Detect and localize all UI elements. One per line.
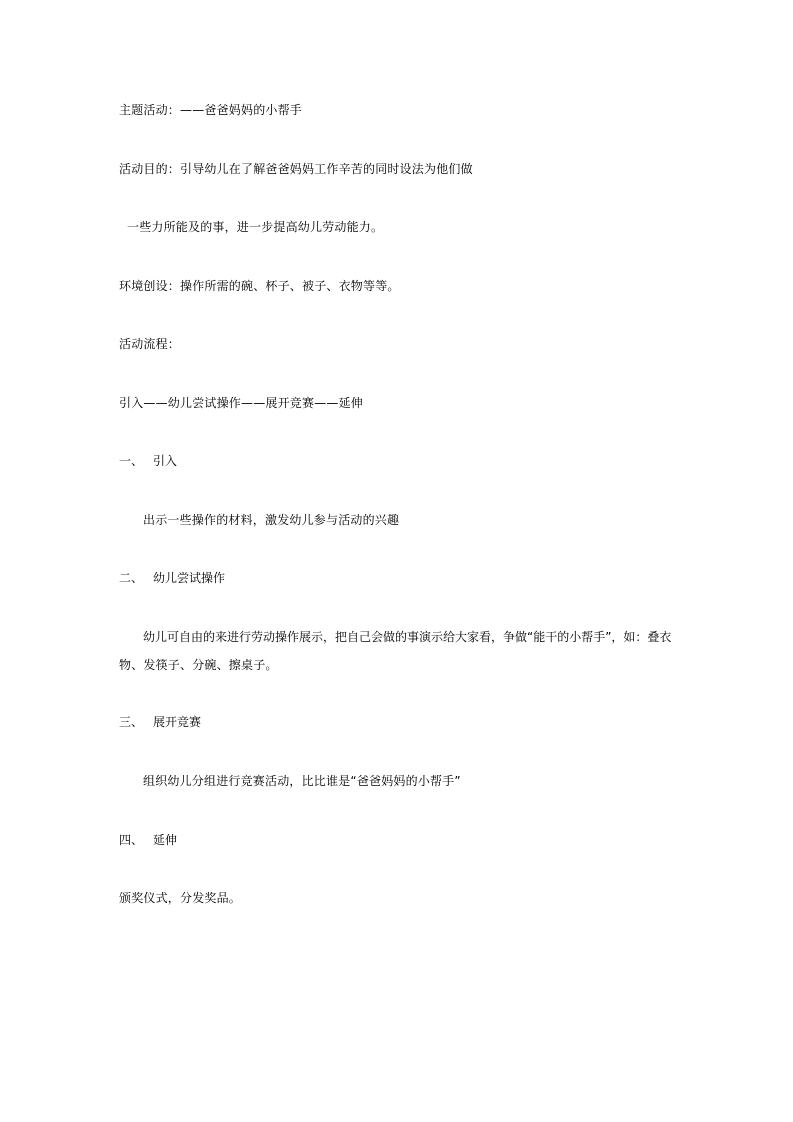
section-body-line: 物、发筷子、分碗、擦桌子。 [119, 658, 278, 672]
section-body-line: 组织幼儿分组进行竞赛活动，比比谁是“爸爸妈妈的小帮手” [143, 774, 461, 788]
goal-line-2: 一些力所能及的事，进一步提高幼儿劳动能力。 [127, 220, 384, 234]
section-number: 三、 [119, 715, 144, 729]
closing-line: 颁奖仪式，分发奖品。 [119, 891, 242, 905]
theme-line: 主题活动：——爸爸妈妈的小帮手 [119, 103, 303, 117]
section-body-line: 幼儿可自由的来进行劳动操作展示，把自己会做的事演示给大家看，争做“能干的小帮手”，如：叠衣 [143, 630, 672, 644]
section-title: 引入 [153, 454, 178, 468]
process-label: 活动流程： [119, 337, 181, 351]
goal-line-1: 活动目的：引导幼儿在了解爸爸妈妈工作辛苦的同时设法为他们做 [119, 162, 473, 176]
section-number: 二、 [119, 571, 144, 585]
section-number: 一、 [119, 454, 144, 468]
process-flow: 引入——幼儿尝试操作——展开竞赛——延伸 [119, 396, 364, 410]
section-heading [119, 714, 201, 731]
section-title: 延伸 [153, 833, 178, 847]
section-title: 幼儿尝试操作 [153, 571, 226, 585]
section-body-line: 出示一些操作的材料，激发幼儿参与活动的兴趣 [143, 513, 400, 527]
section-title: 展开竞赛 [153, 715, 202, 729]
environment-line: 环境创设：操作所需的碗、杯子、被子、衣物等等。 [119, 279, 400, 293]
section-number: 四、 [119, 833, 144, 847]
section-heading [119, 453, 177, 470]
section-heading [119, 570, 225, 587]
section-heading [119, 832, 177, 849]
